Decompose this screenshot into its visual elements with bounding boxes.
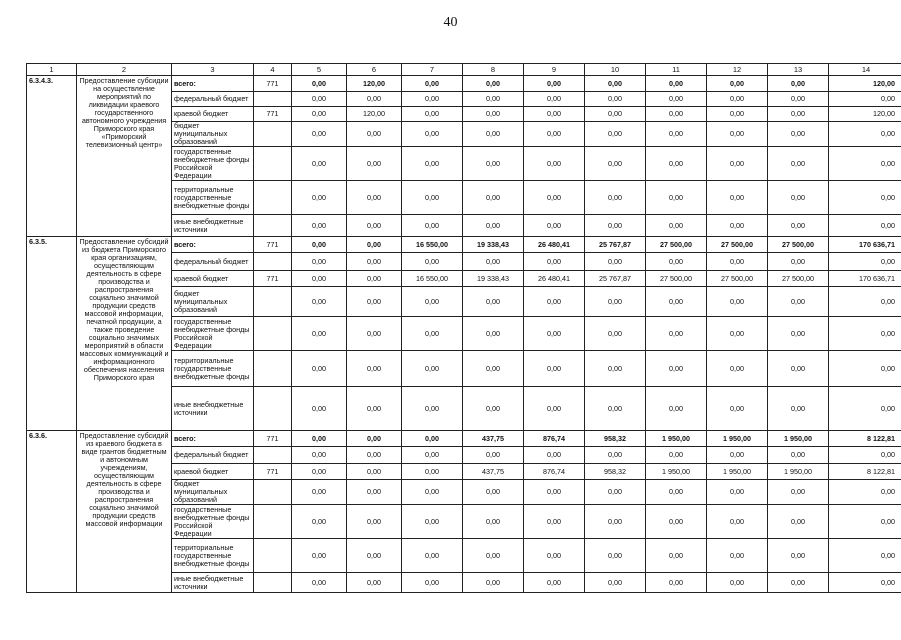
budget-code: 771: [254, 431, 292, 447]
amount-cell: 0,00: [402, 431, 463, 447]
budget-code: [254, 505, 292, 539]
funding-source: государственные внебюджетные фонды Российской Федерации: [172, 505, 254, 539]
amount-cell: 0,00: [585, 387, 646, 431]
amount-cell: 16 550,00: [402, 271, 463, 287]
amount-cell: 0,00: [524, 539, 585, 573]
amount-cell: 0,00: [646, 215, 707, 237]
amount-cell: 0,00: [524, 147, 585, 181]
amount-cell: 0,00: [402, 351, 463, 387]
funding-source: иные внебюджетные источники: [172, 387, 254, 431]
amount-cell: 0,00: [646, 122, 707, 147]
section-code: 6.3.6.: [27, 431, 77, 593]
amount-cell: 0,00: [524, 505, 585, 539]
amount-cell: 0,00: [402, 92, 463, 107]
amount-cell: 0,00: [768, 573, 829, 593]
amount-cell: 0,00: [829, 447, 901, 464]
amount-cell: 0,00: [646, 447, 707, 464]
column-header: 12: [707, 64, 768, 76]
amount-cell: 0,00: [292, 107, 347, 122]
amount-cell: 8 122,81: [829, 431, 901, 447]
column-header: 9: [524, 64, 585, 76]
amount-cell: 0,00: [707, 539, 768, 573]
budget-code: [254, 181, 292, 215]
amount-cell: 958,32: [585, 431, 646, 447]
amount-cell: 0,00: [347, 539, 402, 573]
budget-code: [254, 573, 292, 593]
amount-cell: 16 550,00: [402, 237, 463, 253]
amount-cell: 170 636,71: [829, 271, 901, 287]
page-number: 40: [443, 15, 458, 30]
amount-cell: 0,00: [646, 539, 707, 573]
table-body: [27, 64, 901, 593]
amount-cell: 26 480,41: [524, 237, 585, 253]
amount-cell: 0,00: [646, 480, 707, 505]
budget-code: 771: [254, 107, 292, 122]
amount-cell: 0,00: [829, 92, 901, 107]
amount-cell: 0,00: [292, 431, 347, 447]
amount-cell: 0,00: [707, 573, 768, 593]
column-header: 4: [254, 64, 292, 76]
amount-cell: 0,00: [402, 122, 463, 147]
amount-cell: 0,00: [402, 253, 463, 271]
amount-cell: 0,00: [524, 76, 585, 92]
amount-cell: 0,00: [347, 480, 402, 505]
funding-source: всего:: [172, 76, 254, 92]
amount-cell: 0,00: [768, 480, 829, 505]
amount-cell: 0,00: [292, 181, 347, 215]
amount-cell: 0,00: [768, 92, 829, 107]
amount-cell: 0,00: [768, 253, 829, 271]
amount-cell: 120,00: [347, 76, 402, 92]
amount-cell: 0,00: [707, 92, 768, 107]
budget-code: [254, 317, 292, 351]
amount-cell: 0,00: [463, 573, 524, 593]
amount-cell: 0,00: [707, 76, 768, 92]
amount-cell: 0,00: [585, 122, 646, 147]
amount-cell: 0,00: [829, 181, 901, 215]
amount-cell: 0,00: [402, 317, 463, 351]
funding-source: государственные внебюджетные фонды Российской Федерации: [172, 147, 254, 181]
amount-cell: 0,00: [292, 480, 347, 505]
amount-cell: 0,00: [292, 287, 347, 317]
amount-cell: 0,00: [524, 215, 585, 237]
column-header: 5: [292, 64, 347, 76]
amount-cell: 0,00: [463, 317, 524, 351]
budget-code: [254, 447, 292, 464]
amount-cell: 0,00: [829, 351, 901, 387]
budget-code: [254, 539, 292, 573]
amount-cell: 0,00: [707, 253, 768, 271]
amount-cell: 0,00: [768, 122, 829, 147]
funding-source: территориальные государственные внебюджетные фонды: [172, 181, 254, 215]
amount-cell: 0,00: [402, 573, 463, 593]
budget-code: [254, 215, 292, 237]
amount-cell: 0,00: [585, 147, 646, 181]
column-header: 1: [27, 64, 77, 76]
amount-cell: 0,00: [646, 287, 707, 317]
amount-cell: 0,00: [585, 447, 646, 464]
amount-cell: 0,00: [463, 287, 524, 317]
amount-cell: 0,00: [292, 215, 347, 237]
amount-cell: 0,00: [292, 573, 347, 593]
amount-cell: 0,00: [829, 317, 901, 351]
amount-cell: 0,00: [646, 317, 707, 351]
amount-cell: 0,00: [829, 122, 901, 147]
amount-cell: 0,00: [347, 505, 402, 539]
amount-cell: 0,00: [768, 287, 829, 317]
amount-cell: 0,00: [347, 215, 402, 237]
amount-cell: 0,00: [524, 351, 585, 387]
amount-cell: 0,00: [707, 387, 768, 431]
amount-cell: 0,00: [585, 480, 646, 505]
budget-code: [254, 287, 292, 317]
amount-cell: 0,00: [524, 122, 585, 147]
amount-cell: 25 767,87: [585, 271, 646, 287]
amount-cell: 0,00: [463, 387, 524, 431]
amount-cell: 0,00: [707, 107, 768, 122]
amount-cell: 0,00: [463, 253, 524, 271]
amount-cell: 0,00: [524, 287, 585, 317]
amount-cell: 0,00: [347, 271, 402, 287]
amount-cell: 0,00: [524, 253, 585, 271]
amount-cell: 0,00: [292, 317, 347, 351]
budget-code: [254, 147, 292, 181]
amount-cell: 19 338,43: [463, 271, 524, 287]
amount-cell: 0,00: [585, 351, 646, 387]
amount-cell: 0,00: [768, 107, 829, 122]
amount-cell: 0,00: [402, 480, 463, 505]
amount-cell: 0,00: [347, 237, 402, 253]
amount-cell: 0,00: [768, 539, 829, 573]
amount-cell: 0,00: [292, 237, 347, 253]
amount-cell: 437,75: [463, 464, 524, 480]
table-row: [27, 431, 901, 447]
amount-cell: 0,00: [347, 387, 402, 431]
section-code: 6.3.5.: [27, 237, 77, 431]
amount-cell: 0,00: [646, 351, 707, 387]
amount-cell: 0,00: [707, 351, 768, 387]
amount-cell: 0,00: [768, 351, 829, 387]
amount-cell: 1 950,00: [768, 431, 829, 447]
amount-cell: 0,00: [463, 181, 524, 215]
amount-cell: 0,00: [524, 181, 585, 215]
amount-cell: 0,00: [829, 253, 901, 271]
amount-cell: 0,00: [292, 253, 347, 271]
amount-cell: 0,00: [829, 480, 901, 505]
amount-cell: 25 767,87: [585, 237, 646, 253]
amount-cell: 876,74: [524, 431, 585, 447]
amount-cell: 0,00: [463, 215, 524, 237]
amount-cell: 0,00: [347, 573, 402, 593]
amount-cell: 1 950,00: [707, 464, 768, 480]
amount-cell: 0,00: [463, 447, 524, 464]
amount-cell: 0,00: [524, 480, 585, 505]
amount-cell: 0,00: [829, 505, 901, 539]
funding-source: бюджет муниципальных образований: [172, 122, 254, 147]
section-description: Предоставление субсидий из бюджета Приморского края организациям, осуществляющим деятельность в сфере производства и распространения социально значимой продукции средств массовой информации, печатной продукции, а также проведение социально значимых мероприятий в области массовых коммуникаций и информационного обеспечения населения Приморского края: [77, 237, 172, 431]
column-header: 3: [172, 64, 254, 76]
amount-cell: 0,00: [292, 147, 347, 181]
column-header: 11: [646, 64, 707, 76]
amount-cell: 0,00: [585, 215, 646, 237]
amount-cell: 1 950,00: [646, 464, 707, 480]
amount-cell: 0,00: [463, 122, 524, 147]
amount-cell: 0,00: [463, 76, 524, 92]
amount-cell: 27 500,00: [768, 237, 829, 253]
amount-cell: 0,00: [402, 107, 463, 122]
budget-code: [254, 92, 292, 107]
funding-source: всего:: [172, 431, 254, 447]
funding-source: территориальные государственные внебюджетные фонды: [172, 351, 254, 387]
budget-code: 771: [254, 237, 292, 253]
amount-cell: 0,00: [768, 215, 829, 237]
amount-cell: 0,00: [646, 573, 707, 593]
amount-cell: 0,00: [402, 215, 463, 237]
amount-cell: 0,00: [347, 431, 402, 447]
amount-cell: 1 950,00: [646, 431, 707, 447]
amount-cell: 0,00: [707, 122, 768, 147]
amount-cell: 0,00: [524, 317, 585, 351]
budget-table: [26, 63, 901, 593]
amount-cell: 0,00: [463, 480, 524, 505]
amount-cell: 120,00: [347, 107, 402, 122]
amount-cell: 0,00: [463, 107, 524, 122]
funding-source: территориальные государственные внебюджетные фонды: [172, 539, 254, 573]
amount-cell: 0,00: [463, 147, 524, 181]
column-header: 8: [463, 64, 524, 76]
amount-cell: 0,00: [292, 122, 347, 147]
amount-cell: 1 950,00: [707, 431, 768, 447]
column-header: 7: [402, 64, 463, 76]
amount-cell: 0,00: [707, 147, 768, 181]
amount-cell: 0,00: [585, 76, 646, 92]
amount-cell: 0,00: [768, 147, 829, 181]
section-code: 6.3.4.3.: [27, 76, 77, 237]
amount-cell: 120,00: [829, 76, 901, 92]
amount-cell: 0,00: [768, 181, 829, 215]
amount-cell: 0,00: [524, 387, 585, 431]
amount-cell: 0,00: [347, 147, 402, 181]
amount-cell: 0,00: [463, 539, 524, 573]
amount-cell: 27 500,00: [768, 271, 829, 287]
amount-cell: 0,00: [347, 122, 402, 147]
amount-cell: 0,00: [463, 92, 524, 107]
budget-code: [254, 387, 292, 431]
budget-code: [254, 351, 292, 387]
amount-cell: 1 950,00: [768, 464, 829, 480]
funding-source: бюджет муниципальных образований: [172, 480, 254, 505]
amount-cell: 0,00: [707, 447, 768, 464]
budget-code: [254, 480, 292, 505]
amount-cell: 0,00: [402, 387, 463, 431]
amount-cell: 876,74: [524, 464, 585, 480]
amount-cell: 0,00: [646, 107, 707, 122]
funding-source: краевой бюджет: [172, 464, 254, 480]
funding-source: всего:: [172, 237, 254, 253]
column-header: 10: [585, 64, 646, 76]
amount-cell: 0,00: [768, 447, 829, 464]
amount-cell: 0,00: [707, 480, 768, 505]
funding-source: бюджет муниципальных образований: [172, 287, 254, 317]
amount-cell: 0,00: [829, 573, 901, 593]
amount-cell: 0,00: [829, 387, 901, 431]
amount-cell: 0,00: [402, 505, 463, 539]
amount-cell: 0,00: [347, 464, 402, 480]
amount-cell: 0,00: [463, 351, 524, 387]
budget-code: [254, 253, 292, 271]
amount-cell: 0,00: [347, 92, 402, 107]
funding-source: федеральный бюджет: [172, 447, 254, 464]
amount-cell: 0,00: [585, 573, 646, 593]
amount-cell: 0,00: [768, 505, 829, 539]
amount-cell: 437,75: [463, 431, 524, 447]
column-header: 2: [77, 64, 172, 76]
amount-cell: 0,00: [585, 181, 646, 215]
amount-cell: 0,00: [646, 387, 707, 431]
amount-cell: 0,00: [585, 317, 646, 351]
amount-cell: 0,00: [402, 181, 463, 215]
amount-cell: 120,00: [829, 107, 901, 122]
amount-cell: 0,00: [402, 287, 463, 317]
amount-cell: 0,00: [829, 147, 901, 181]
funding-source: краевой бюджет: [172, 107, 254, 122]
amount-cell: 0,00: [768, 76, 829, 92]
amount-cell: 0,00: [292, 92, 347, 107]
amount-cell: 0,00: [292, 539, 347, 573]
column-header: 14: [829, 64, 901, 76]
amount-cell: 8 122,81: [829, 464, 901, 480]
funding-source: иные внебюджетные источники: [172, 215, 254, 237]
amount-cell: 0,00: [402, 447, 463, 464]
amount-cell: 0,00: [292, 447, 347, 464]
amount-cell: 0,00: [402, 76, 463, 92]
amount-cell: 0,00: [347, 447, 402, 464]
amount-cell: 0,00: [646, 253, 707, 271]
amount-cell: 0,00: [585, 287, 646, 317]
amount-cell: 0,00: [347, 317, 402, 351]
amount-cell: 0,00: [585, 505, 646, 539]
amount-cell: 0,00: [292, 505, 347, 539]
column-header: 6: [347, 64, 402, 76]
amount-cell: 0,00: [646, 76, 707, 92]
funding-source: федеральный бюджет: [172, 253, 254, 271]
header-row: [27, 64, 901, 76]
amount-cell: 0,00: [585, 253, 646, 271]
amount-cell: 0,00: [347, 351, 402, 387]
amount-cell: 0,00: [463, 505, 524, 539]
funding-source: краевой бюджет: [172, 271, 254, 287]
table-row: [27, 237, 901, 253]
amount-cell: 27 500,00: [707, 237, 768, 253]
amount-cell: 0,00: [524, 447, 585, 464]
amount-cell: 0,00: [829, 287, 901, 317]
amount-cell: 0,00: [402, 147, 463, 181]
amount-cell: 0,00: [402, 464, 463, 480]
amount-cell: 0,00: [292, 271, 347, 287]
amount-cell: 0,00: [768, 317, 829, 351]
amount-cell: 27 500,00: [707, 271, 768, 287]
amount-cell: 0,00: [707, 215, 768, 237]
amount-cell: 170 636,71: [829, 237, 901, 253]
funding-source: федеральный бюджет: [172, 92, 254, 107]
section-description: Предоставление субсидий из краевого бюджета в виде грантов бюджетным и автономным учреждениям, осуществляющим деятельность в сфере производства и распространения социально значимой продукции средств массовой информации: [77, 431, 172, 593]
budget-code: [254, 122, 292, 147]
amount-cell: 0,00: [524, 573, 585, 593]
amount-cell: 27 500,00: [646, 237, 707, 253]
funding-source: иные внебюджетные источники: [172, 573, 254, 593]
amount-cell: 0,00: [707, 181, 768, 215]
amount-cell: 19 338,43: [463, 237, 524, 253]
amount-cell: 27 500,00: [646, 271, 707, 287]
amount-cell: 0,00: [585, 539, 646, 573]
amount-cell: 0,00: [524, 107, 585, 122]
amount-cell: 0,00: [829, 539, 901, 573]
amount-cell: 0,00: [707, 505, 768, 539]
amount-cell: 958,32: [585, 464, 646, 480]
amount-cell: 0,00: [402, 539, 463, 573]
amount-cell: 0,00: [524, 92, 585, 107]
amount-cell: 0,00: [292, 351, 347, 387]
budget-code: 771: [254, 464, 292, 480]
amount-cell: 0,00: [646, 92, 707, 107]
budget-code: 771: [254, 271, 292, 287]
amount-cell: 0,00: [646, 505, 707, 539]
amount-cell: 0,00: [646, 181, 707, 215]
amount-cell: 0,00: [646, 147, 707, 181]
amount-cell: 0,00: [707, 317, 768, 351]
amount-cell: 0,00: [292, 387, 347, 431]
amount-cell: 0,00: [292, 76, 347, 92]
amount-cell: 0,00: [707, 287, 768, 317]
funding-source: государственные внебюджетные фонды Российской Федерации: [172, 317, 254, 351]
amount-cell: 0,00: [347, 253, 402, 271]
amount-cell: 0,00: [292, 464, 347, 480]
amount-cell: 0,00: [829, 215, 901, 237]
column-header: 13: [768, 64, 829, 76]
section-description: Предоставление субсидии на осуществление мероприятий по ликвидации краевого государственного автономного учреждения Приморского края «Приморский телевизионный центр»: [77, 76, 172, 237]
amount-cell: 0,00: [585, 92, 646, 107]
amount-cell: 26 480,41: [524, 271, 585, 287]
amount-cell: 0,00: [347, 287, 402, 317]
table-row: [27, 76, 901, 92]
amount-cell: 0,00: [585, 107, 646, 122]
amount-cell: 0,00: [768, 387, 829, 431]
budget-code: 771: [254, 76, 292, 92]
amount-cell: 0,00: [347, 181, 402, 215]
